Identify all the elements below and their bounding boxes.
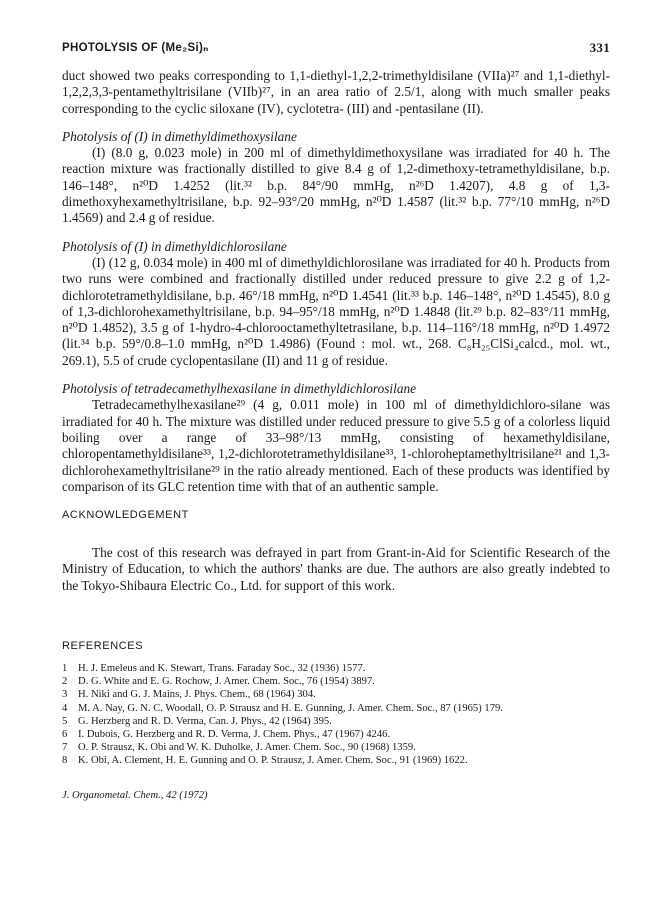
- section-dimethoxysilane: [62, 129, 610, 227]
- reference-item: [62, 741, 610, 754]
- reference-text: K. Obi, A. Clement, H. E. Gunning and O. P. Strausz, J. Amer. Chem. Soc., 91 (1969) 1622.: [78, 755, 468, 767]
- acknowledgement-heading: ACKNOWLEDGEMENT: [62, 509, 189, 522]
- reference-item: [62, 675, 610, 688]
- reference-item: [62, 702, 610, 715]
- reference-list: [62, 662, 610, 768]
- acknowledgement-body: The cost of this research was defrayed in part from Grant-in-Aid for Scientific Research of the Ministry of Education, to which the authors' thanks are due. The authors are also greatly indebted to the Tokyo-Shibaura Electric Co., Ltd. for support of this work.: [62, 545, 610, 593]
- references-heading: REFERENCES: [62, 640, 144, 653]
- journal-footer: J. Organometal. Chem., 42 (1972): [62, 789, 208, 801]
- page: [62, 40, 610, 801]
- reference-item: [62, 754, 610, 767]
- reference-text: H. J. Emeleus and K. Stewart, Trans. Faraday Soc., 32 (1936) 1577.: [78, 663, 366, 675]
- reference-number: 8: [62, 755, 68, 767]
- reference-text: M. A. Nay, G. N. C. Woodall, O. P. Strausz and H. E. Gunning, J. Amer. Chem. Soc., 87 (1965) 179.: [78, 702, 503, 714]
- section-hexasilane: [62, 381, 610, 495]
- reference-item: [62, 728, 610, 741]
- reference-text: O. P. Strausz, K. Obi and W. K. Duholke, J. Amer. Chem. Soc., 90 (1968) 1359.: [78, 742, 416, 754]
- running-header: [62, 40, 610, 56]
- reference-number: 4: [62, 702, 68, 714]
- reference-number: 1: [62, 663, 68, 675]
- reference-number: 6: [62, 729, 68, 741]
- page-number: 331: [589, 40, 610, 55]
- section-heading: Photolysis of tetradecamethylhexasilane in dimethyldichlorosilane: [62, 381, 417, 397]
- intro-paragraph: duct showed two peaks corresponding to 1,1-diethyl-1,2,2-trimethyldisilane (VIIa)²⁷ and 1,1-diethyl-1,2,2,3,3-pentamethyltrisilane (VIIb)²⁷, in an area ratio of 2.5/1, along with much smaller peaks corresponding to the cyclic siloxane (IV), cyclotetra- (III) and -pentasilane (II).: [62, 68, 610, 116]
- running-title: PHOTOLYSIS OF (Me₂Si)ₙ: [62, 42, 209, 54]
- reference-item: [62, 715, 610, 728]
- reference-item: [62, 688, 610, 701]
- reference-text: I. Dubois, G. Herzberg and R. D. Verma, J. Chem. Phys., 47 (1967) 4246.: [78, 729, 391, 741]
- reference-text: D. G. White and E. G. Rochow, J. Amer. Chem. Soc., 76 (1954) 3897.: [78, 676, 375, 688]
- reference-text: H. Niki and G. J. Mains, J. Phys. Chem., 68 (1964) 304.: [78, 689, 316, 701]
- section-body: (I) (12 g, 0.034 mole) in 400 ml of dimethyldichlorosilane was irradiated for 40 h. Products from two runs were combined and fractionally distilled under reduced pressure to give 2.2 g of 1,2-dichlorotetramethyldisilane, b.p. 46°/18 mmHg, n²⁰D 1.4541 (lit.³³ b.p. 146–148°, n²⁰D 1.4545), 8.0 g of 1,3-dichlorohexamethyltrisilane, b.p. 94–95°/18 mmHg, n²⁰D 1.4848 (lit.²⁹ b.p. 82–83°/11 mmHg, n²⁰D 1.4852), 3.5 g of 1-hydro-4-chlorooctamethyltetrasilane, b.p. 114–116°/18 mmHg, n²⁰D 1.4972 (lit.³⁴ b.p. 59°/0.8–1.0 mmHg, n²⁰D 1.4986) (Found : mol. wt., 268. C₈H₂₅ClSi₄calcd., mol. wt., 269.1), 5.5 of crude cyclopentasilane (II) and 11 g of residue.: [62, 254, 610, 368]
- section-body: Tetradecamethylhexasilane²⁹ (4 g, 0.011 mole) in 100 ml of dimethyldichloro-silane was irradiated for 40 h. The mixture was distilled under reduced pressure to give 5.5 g of a colorless liquid boiling over a range of 33–98°/13 mmHg, consisting of hexamethyldisilane, chloropentamethyldisilane³³, 1,2-dichlorotetramethyldisilane³³, 1-chloroheptamethyltrisilane²¹ and 1,3-dichlorohexamethyltrisilane²⁹ in the ratio already mentioned. Each of these products was identified by comparison of its GLC retention time with that of an authentic sample.: [62, 397, 610, 494]
- section-dichlorosilane: [62, 239, 610, 369]
- reference-item: [62, 662, 610, 675]
- reference-number: 2: [62, 676, 68, 688]
- section-heading: Photolysis of (I) in dimethyldichlorosilane: [62, 238, 287, 254]
- reference-number: 5: [62, 715, 68, 727]
- reference-number: 7: [62, 742, 68, 754]
- section-body: (I) (8.0 g, 0.023 mole) in 200 ml of dimethyldimethoxysilane was irradiated for 40 h. The reaction mixture was fractionally distilled to give 8.4 g of 1,2-dimethoxy-tetramethyldisilane, b.p. 146–148°, n²⁰D 1.4252 (lit.³² b.p. 84°/90 mmHg, n²⁶D 1.4207), 4.8 g of 1,3-dimethoxyhexamethyltrisilane, b.p. 92–93°/20 mmHg, n²⁰D 1.4587 (lit.³² b.p. 77°/10 mmHg, n²⁶D 1.4569) and 2.4 g of residue.: [62, 145, 610, 226]
- section-heading: Photolysis of (I) in dimethyldimethoxysilane: [62, 128, 297, 144]
- reference-text: G. Herzberg and R. D. Verma, Can. J. Phys., 42 (1964) 395.: [78, 715, 332, 727]
- reference-number: 3: [62, 689, 68, 701]
